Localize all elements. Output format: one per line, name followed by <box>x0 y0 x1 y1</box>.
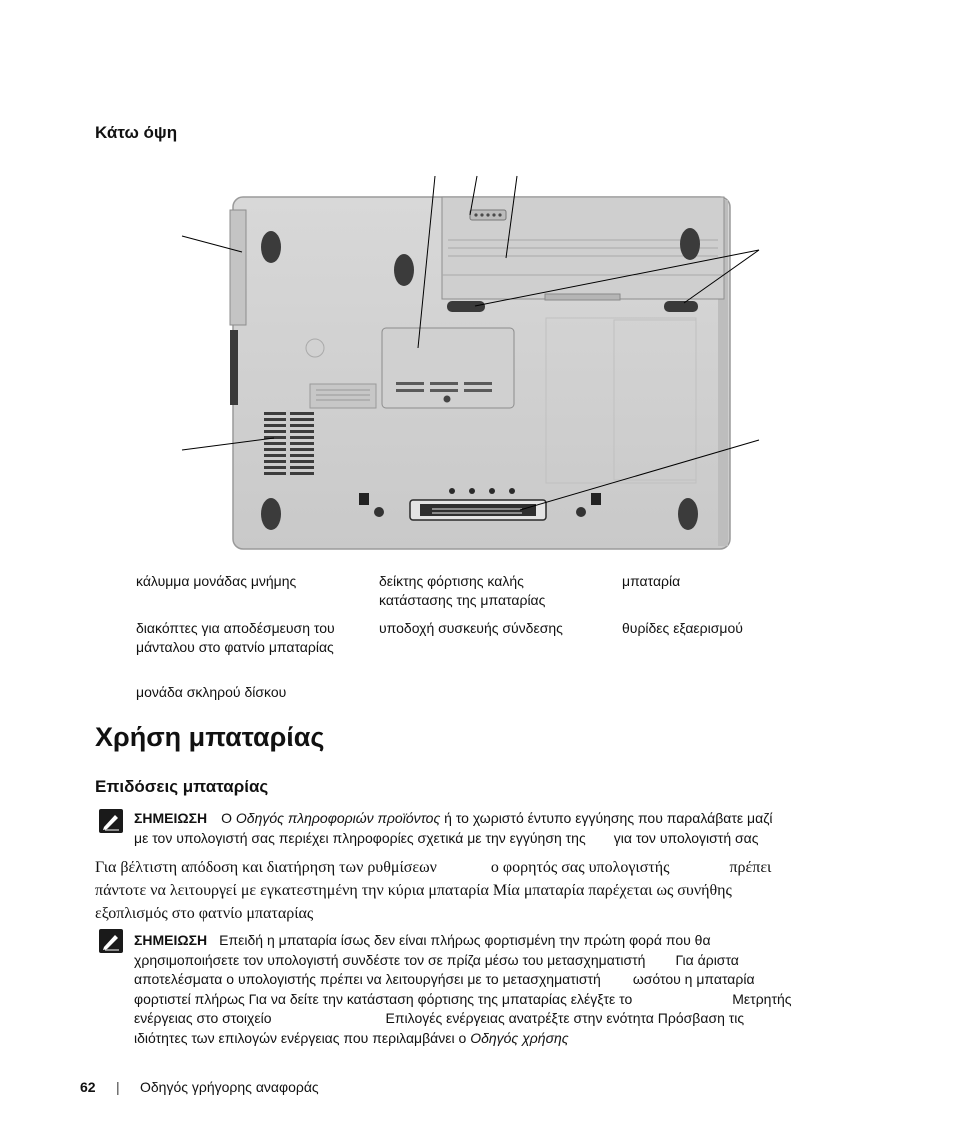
note-2-line-2b: Για άριστα <box>675 951 739 968</box>
note-2 <box>134 931 864 1048</box>
note-1-label: ΣΗΜΕΙΩΣΗ <box>134 810 208 826</box>
para-text-1b: ο φορητός σας υπολογιστής <box>490 859 670 876</box>
legend-item-docking-connector: υποδοχή συσκευής σύνδεσης <box>379 620 563 636</box>
note-1-text-a: Ο <box>221 810 236 826</box>
note-2-line-3a: αποτελέσματα ο υπολογιστής πρέπει να λειτουργήσει με το μετασχηματιστή <box>134 971 601 987</box>
note-2-line-6a: ιδιότητες των επιλογών ενέργειας που περιλαμβάνει ο <box>134 1029 471 1046</box>
note-2-line-4a: φορτιστεί πλήρως Για να δείτε την κατάσταση φόρτισης της μπαταρίας ελέγξτε το <box>134 990 633 1007</box>
note-2-line-3b: ωσότου η μπαταρία <box>632 971 755 987</box>
note-1-text-c: με τον υπολογιστή σας περιέχει πληροφορίες σχετικά με την εγγύηση της <box>134 829 586 846</box>
note-2-line-4b: Μετρητής <box>732 990 792 1007</box>
legend-item-battery-charge-gauge: δείκτης φόρτισης καλής κατάστασης της μπαταρίας <box>379 573 546 608</box>
footer-title: Οδηγός γρήγορης αναφοράς <box>140 1079 319 1095</box>
para-text-1a: Για βέλτιστη απόδοση και διατήρηση των ρυθμίσεων <box>95 859 437 876</box>
section-title: Κάτω όψη <box>95 123 178 142</box>
battery-paragraph <box>95 856 855 925</box>
para-text-2: πάντοτε να λειτουργεί με εγκατεστημένη την κύρια μπαταρία Μία μπαταρία παρέχεται ως συνήθης <box>95 882 732 899</box>
note-2-line-2a: χρησιμοποιήσετε τον υπολογιστή συνδέστε τον σε πρίζα μέσω του μετασχηματιστή <box>134 951 646 968</box>
note-2-label: ΣΗΜΕΙΩΣΗ <box>134 932 208 948</box>
note-1-text-b: ή το χωριστό έντυπο εγγύησης που παραλάβατε μαζί <box>440 810 773 826</box>
note-2-user-guide: Οδηγός χρήσης <box>470 1029 569 1046</box>
page-number: 62 <box>80 1079 96 1095</box>
para-text-1c: πρέπει <box>729 859 772 876</box>
legend-item-air-vents: θυρίδες εξαερισμού <box>622 620 743 636</box>
legend-item-battery-release-latches: διακόπτες για αποδέσμευση του μάνταλου στο φατνίο μπαταρίας <box>136 620 335 655</box>
note-1 <box>134 809 854 848</box>
footer-separator: | <box>116 1079 120 1095</box>
note-icon <box>99 809 123 833</box>
note-2-line-1: Επειδή η μπαταρία ίσως δεν είναι πλήρως φορτισμένη την πρώτη φορά που θα <box>219 932 711 948</box>
note-1-text-d: για τον υπολογιστή σας <box>613 829 759 846</box>
page-heading: Χρήση μπαταρίας <box>95 722 325 752</box>
legend-item-hard-drive: μονάδα σκληρού δίσκου <box>136 684 287 700</box>
legend-item-memory-cover: κάλυμμα μονάδας μνήμης <box>136 573 297 589</box>
legend-item-battery: μπαταρία <box>622 573 681 589</box>
note-1-product-guide: Οδηγός πληροφοριών προϊόντος <box>235 810 441 826</box>
para-text-3: εξοπλισμός στο φατνίο μπαταρίας <box>95 905 314 922</box>
laptop-bottom-view-illustration <box>170 170 770 560</box>
note-2-line-5a: ενέργειας στο στοιχείο <box>134 1010 272 1026</box>
subheading: Επιδόσεις μπαταρίας <box>95 777 269 796</box>
note-icon <box>99 929 123 953</box>
note-2-line-5b: Επιλογές ενέργειας ανατρέξτε στην ενότητα Πρόσβαση τις <box>385 1010 745 1026</box>
